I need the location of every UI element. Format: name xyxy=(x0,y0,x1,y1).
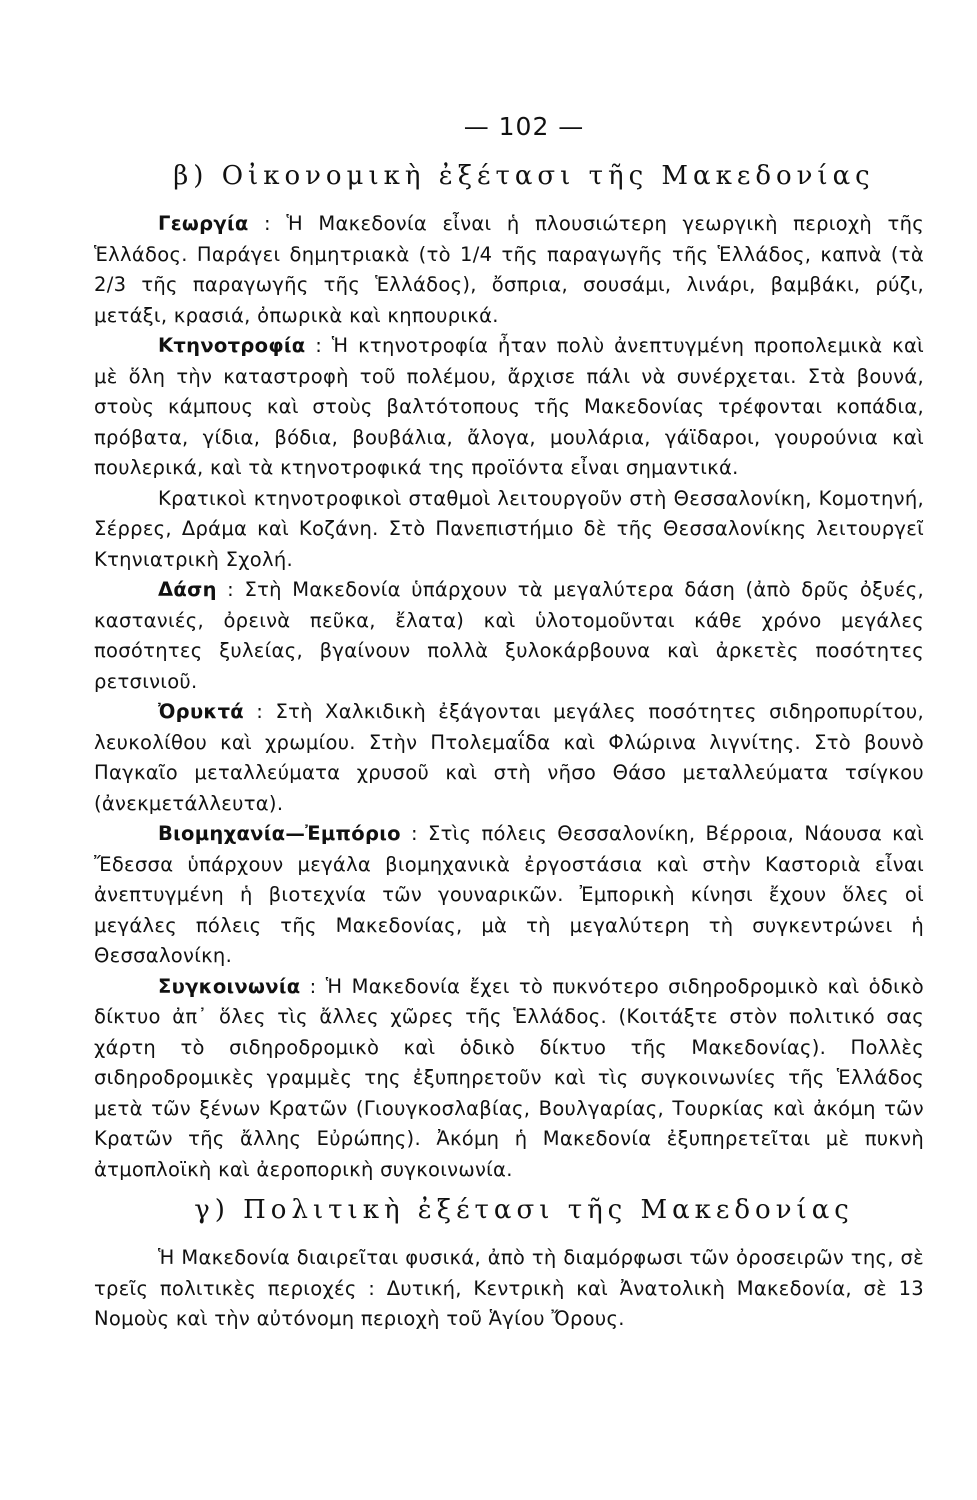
paragraph-text: : Στὴ Μακεδονία ὑπάρχουν τὰ μεγαλύτερα δάση (ἀπὸ δρῦς ὀξυές, καστανιές, ὀρεινὰ πεῦκα, ἔλατα) καὶ ὑλοτομοῦνται κάθε χρόνο μεγάλες ποσότητες ξυλείας, βγαίνουν πολλὰ ξυλοκάρβουνα καὶ ἀρκετὲς ποσότητες ρετσινιοῦ. xyxy=(94,578,924,693)
lead-term: Συγκοινωνία xyxy=(158,974,301,998)
section-title-political: γ) Πολιτικὴ ἐξέτασι τῆς Μακεδονίας xyxy=(194,1195,854,1225)
paragraph-industry-trade xyxy=(94,819,924,972)
lead-term: Ὀρυκτά xyxy=(158,700,245,723)
section-title-economic: β) Οἰκονομικὴ ἐξέτασι τῆς Μακεδονίας xyxy=(173,161,875,191)
page-number: — 102 — xyxy=(463,112,585,141)
paragraph-text: : Στὶς πόλεις Θεσσαλονίκη, Βέρροια, Νάουσα καὶ Ἔδεσσα ὑπάρχουν μεγάλα βιομηχανικὰ ἐργοστάσια καὶ στὴν Καστοριὰ εἶναι ἀνεπτυγμένη ἡ βιοτεχνία τῶν γουναρικῶν. Ἐμπορικὴ κίνησι ἔχουν ὅλες οἱ μεγάλες πόλεις τῆς Μακεδονίας, μὰ τὴ μεγαλύτερη τὴ συγκεντρώνει ἡ Θεσσαλονίκη. xyxy=(94,822,924,967)
paragraph-text: : Ἡ κτηνοτροφία ἦταν πολὺ ἀνεπτυγμένη προπολεμικὰ καὶ μὲ ὅλη τὴν καταστροφὴ τοῦ πολέμου, ἄρχισε πάλι νὰ συνέρχεται. Στὰ βουνά, στοὺς κάμπους καὶ στοὺς βαλτότοπους τῆς Μακεδονίας τρέφονται κοπάδια, πρόβατα, γίδια, βόδια, βουβάλια, ἄλογα, μουλάρια, γάϊδαροι, γουρούνια καὶ πουλερικά, καὶ τὰ κτηνοτροφικά της προϊόντα εἶναι σημαντικά. xyxy=(94,334,924,479)
document-page xyxy=(94,112,924,1335)
lead-term: Κτηνοτροφία xyxy=(158,334,306,357)
paragraph-minerals xyxy=(94,697,924,819)
paragraph-text: : Ἡ Μακεδονία ἔχει τὸ πυκνότερο σιδηροδρομικὸ καὶ ὁδικὸ δίκτυο ἀπ᾿ ὅλες τὶς ἄλλες χῶρες τῆς Ἑλλάδος. (Κοιτάξτε στὸν πολιτικό σας χάρτη τὸ σιδηροδρομικὸ καὶ ὁδικὸ δίκτυο τῆς Μακεδονίας). Πολλὲς σιδηροδρομικὲς γραμμὲς της ἐξυπηρετοῦν καὶ τὶς συγκοινωνίες τῆς Ἑλλάδος μετὰ τῶν ξένων Κρατῶν (Γιουγκοσλαβίας, Βουλγαρίας, Τουρκίας καὶ ἀκόμη τῶν Κρατῶν τῆς ἄλλης Εὐρώπης). Ἀκόμη ἡ Μακεδονία ἐξυπηρετεῖται μὲ πυκνὴ ἀτμοπλοϊκὴ καὶ ἀεροπορικὴ συγκοινωνία. xyxy=(94,974,924,1181)
paragraph-livestock xyxy=(94,331,924,484)
lead-term: Δάση xyxy=(158,578,217,601)
paragraph-divisions xyxy=(94,1243,924,1335)
paragraph-livestock-stations xyxy=(94,484,924,576)
paragraph-text: : Στὴ Χαλκιδικὴ ἐξάγονται μεγάλες ποσότητες σιδηροπυρίτου, λευκολίθου καὶ χρωμίου. Στὴν Πτολεμαΐδα καὶ Φλώρινα λιγνίτης. Στὸ βουνὸ Παγκαῖο μεταλλεύματα χρυσοῦ καὶ στὴ νῆσο Θάσο μεταλλεύματα τσίγκου (ἀνεκμετάλλευτα). xyxy=(94,700,924,815)
lead-term: Γεωργία xyxy=(158,212,249,235)
paragraph-text: : Ἡ Μακεδονία εἶναι ἡ πλουσιώτερη γεωργικὴ περιοχὴ τῆς Ἑλλάδος. Παράγει δημητριακὰ (τὸ 1/4 τῆς παραγωγῆς τῆς Ἑλλάδος, καπνὰ (τὰ 2/3 τῆς παραγωγῆς τῆς Ἑλλάδος), ὄσπρια, σουσάμι, λινάρι, βαμβάκι, ρύζι, μετάξι, κρασιά, ὀπωρικὰ καὶ κηπουρικά. xyxy=(94,212,924,327)
paragraph-forests xyxy=(94,575,924,697)
paragraph-agriculture xyxy=(94,209,924,331)
paragraph-text: Ἡ Μακεδονία διαιρεῖται φυσικά, ἀπὸ τὴ διαμόρφωσι τῶν ὀροσειρῶν της, σὲ τρεῖς πολιτικὲς περιοχές : Δυτική, Κεντρικὴ καὶ Ἀνατολικὴ Μακεδονία, σὲ 13 Νομοὺς καὶ τὴν αὐτόνομη περιοχὴ τοῦ Ἁγίου Ὄρους. xyxy=(94,1246,924,1330)
paragraph-text: Κρατικοὶ κτηνοτροφικοὶ σταθμοὶ λειτουργοῦν στὴ Θεσσαλονίκη, Κομοτηνή, Σέρρες, Δράμα καὶ Κοζάνη. Στὸ Πανεπιστήμιο δὲ τῆς Θεσσαλονίκης λειτουργεῖ Κτηνιατρικὴ Σχολή. xyxy=(94,486,924,571)
lead-term: Βιομηχανία—Ἐμπόριο xyxy=(158,822,401,845)
paragraph-transport xyxy=(94,972,924,1186)
